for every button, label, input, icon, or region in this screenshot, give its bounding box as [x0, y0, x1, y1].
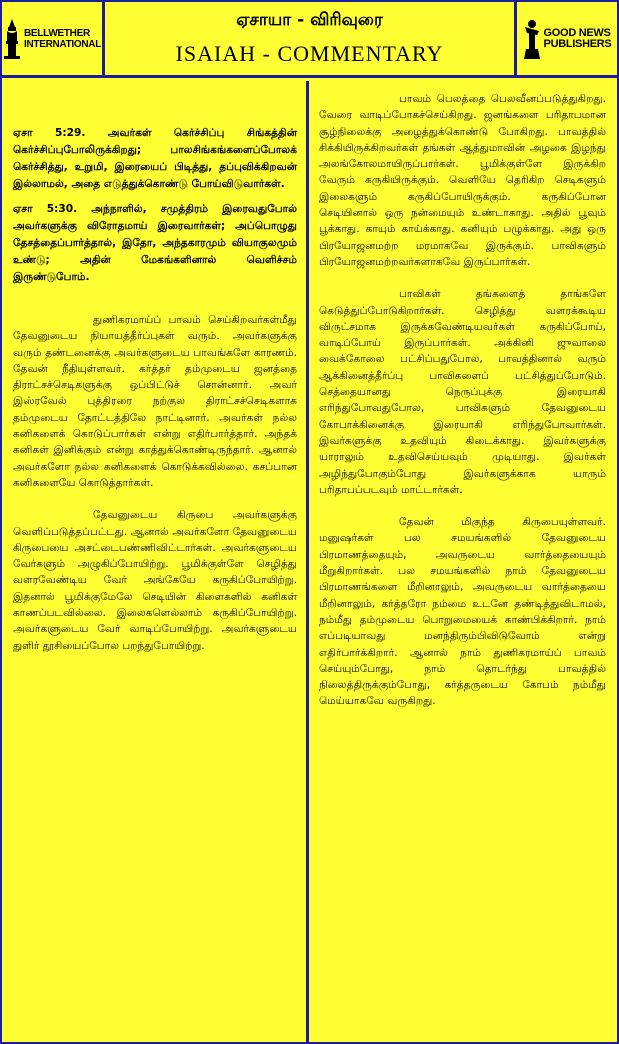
verse-5-29: ஏசா 5:29. அவர்கள் கெர்ச்சிப்பு சிங்கத்தின் கெர்ச்சிப்புபோலிருக்கிறது; பாலசிங்கங்களைப்போலக் கெர்ச்சித்து, உறுமி, இரையைப் பிடித்து, தப்புவிக்கிறவன் இல்லாமல், அதை எடுத்துக்கொண்டு போய்விடுவார்கள். — [13, 127, 297, 190]
bell-tower-icon — [3, 19, 21, 59]
page-title-tamil: ஏசாயா - விரிவுரை — [236, 10, 383, 30]
commentary-paragraph: பாவிகள் தங்களைத் தாங்களே கெடுத்துப்போடுகிறார்கள். செழித்து வளரக்கூடிய விருட்சமாக இருக்கவேண்டியவர்கள் கருகிப்போய், வாடிப்போய் இருப்பார்கள். அக்கினி ஜுவாலை வைக்கோலை பட்சிப்பதுபோல, பாவத்தினால் வரும் ஆக்கினைத்தீர்ப்பு பாவிகளைப் பட்சித்துப்போடும். செத்தையானது நெருப்புக்கு இரையாகி எரிந்துபோவதுபோல, பாவிகளும் தேவனுடைய கோபாக்கினைக்கு இரையாகி எரிந்துபோவார்கள். இவர்களுக்கு உதவியும் கிடைக்காது. இவர்களுக்கு யாராலும் உதவிசெய்யவும் முடியாது. இவர்கள் அழிந்துபோகும்போது இவர்களுக்காக யாரும் பரிதாபப்படவும் மாட்டார்கள். — [319, 288, 606, 496]
good-news-logo-text: GOOD NEWS PUBLISHERS — [543, 26, 612, 50]
verse-5-30: ஏசா 5:30. அந்நாளில், சமுத்திரம் இரைவதுபோல் அவர்களுக்கு விரோதமாய் இரைவார்கள்; அப்பொழுது தேசத்தைப்பார்த்தால், இதோ, அந்தகாரமும் வியாகுலமும் உண்டு; அதின் மேகங்களினால் வெளிச்சம் இருண்டுபோம். — [13, 203, 297, 283]
good-news-logo[interactable] — [514, 2, 617, 75]
left-column — [2, 81, 309, 1042]
commentary-paragraph: தேவன் மிகுந்த கிருபையுள்ளவர். மனுஷர்கள் பல சமயங்களில் தேவனுடைய பிரமாணத்தையும், அவருடைய வார்த்தையையும் மீறுகிறார்கள். பல சமயங்களில் நாம் தேவனுடைய பிரமாணங்களை மீறினாலும், அவருடைய வார்த்தையை மீறினாலும், கர்த்தரோ நம்மை உடனே தண்டித்துவிடாமல், நம்மீது தம்முடைய பொறுமையைக் காண்பிக்கிறார். நாம் எப்படியாவது மனந்திரும்பிவிடுவோம் என்று எதிர்பார்க்கிறார். ஆனால் நாம் துணிகரமாய்ப் பாவம் செய்யும்போது, நாம் தொடர்ந்து பாவத்தில் நிலைத்திருக்கும்போது, கர்த்தருடைய கோபம் நம்மீது மெய்யாகவே வருகிறது. — [319, 516, 606, 708]
commentary-paragraph: துணிகரமாய்ப் பாவம் செய்கிறவர்கள்மீது தேவனுடைய நியாயத்தீர்ப்புகள் வரும். அவர்களுக்கு வரும் தண்டனைக்கு அவர்களுடைய பாவங்களே காரணம். தேவன் நீதியுள்ளவர். கர்த்தர் தம்முடைய ஜனத்தை திராட்சச்செடிகளுக்கு ஒப்பிட்டுச் சொன்னார். அவர் இஸ்ரவேல் புத்திரரை நற்குல திராட்சச்செடிகளாக தம்முடைய தோட்டத்திலே நாட்டினார். அவர்கள் நல்ல கனிகளைக் கொடுப்பார்கள் என்று எதிர்பார்த்தார். அந்தக் கனிகள் இனிக்கும் என்று காத்துக்கொண்டிருந்தார். ஆனால் அவர்களோ நல்ல கனிகளைக் கொடுக்கவில்லை. கசப்பான கனிகளையே கொடுத்தார்கள். — [13, 314, 297, 489]
header — [2, 2, 617, 78]
right-column — [309, 81, 617, 1042]
bellwether-logo[interactable] — [2, 2, 105, 75]
commentary-paragraph: தேவனுடைய கிருபை அவர்களுக்கு வெளிப்படுத்தப்பட்டது. ஆனால் அவர்களோ தேவனுடைய கிருபையை அசட்டைபண்ணிவிட்டார்கள். அவர்களுடைய வேர்களும் அழுகிப்போயிற்று. பூமிக்குள்ளே செழித்து வளரவேண்டிய வேர் அங்கேயே கருகிப்போயிற்று. இதனால் பூமிக்குமேலே செடியின் கிளைகளில் கனிகள் காணப்படவில்லை. இலைகளெல்லாம் கருகிப்போயிற்று. அவர்களுடைய வேர் வாடிப்போயிற்று. அவர்களுடைய துளிர் தூசியைப்போல பறந்துபோயிற்று. — [13, 509, 297, 652]
page-title-english: ISAIAH - COMMENTARY — [175, 41, 444, 66]
bellwether-logo-text: BELLWETHER INTERNATIONAL — [23, 27, 102, 50]
title-area — [108, 2, 511, 75]
herald-icon — [523, 19, 541, 59]
commentary-paragraph: பாவம் பெலத்தை பெலவீனப்படுத்துகிறது. வேரை வாடிப்போகச்செய்கிறது. ஜனங்களை பரிதாபமான சூழ்நிலைக்கு அழைத்துக்கொண்டு போகிறது. பாவத்தில் சிக்கியிருக்கிறவர்கள் தங்கள் ஆத்துமாவின் அழகை இழந்து அலங்கோலமாயிருப்பார்கள். பூமிக்குள்ளே இருக்கிற வேரும் கருகியிருக்கும். வெளியே தெரிகிற செடிகளும் இலைகளும் கருகிப்போயிருக்கும். கருகிப்போன செடியினால் ஒரு நன்மையும் உண்டாகாது. அதில் பூவும் பூக்காது. காயும் காய்க்காது. கனியும் பழுக்காது. அது ஒரு பிரயோஜனமற்ற மரமாகவே இருக்கும். பாவிகளும் பிரயோஜனமற்றவர்களாகவே இருப்பார்கள். — [319, 93, 606, 268]
